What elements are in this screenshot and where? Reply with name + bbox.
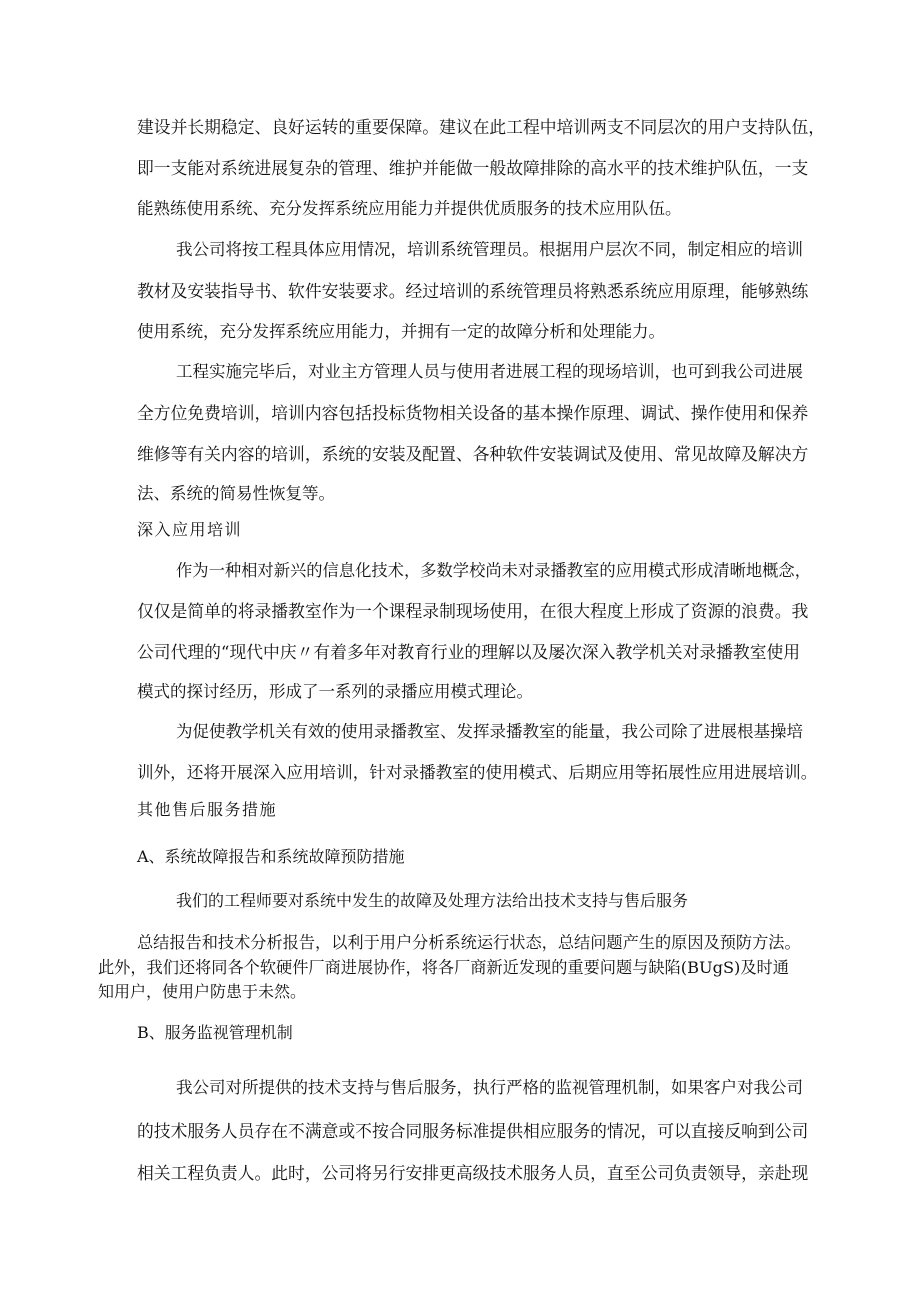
- text-line: 即一支能对系统进展复杂的管理、维护并能做一般故障排除的高水平的技术维护队伍，一支: [137, 158, 809, 178]
- subsection-heading-a: A、系统故障报告和系统故障预防措施: [137, 847, 405, 866]
- text-line: 使用系统，充分发挥系统应用能力，并拥有一定的故障分析和处理能力。: [137, 322, 665, 341]
- text-line: 此外，我们还将同各个软硬件厂商进展协作，将各厂商新近发现的重要问题与缺陷(BUgS)及时通: [98, 958, 789, 977]
- text-line: 全方位免费培训，培训内容包括投标货物相关设备的基本操作原理、调试、操作使用和保养: [137, 403, 809, 423]
- text-line: 维修等有关内容的培训，系统的安装及配置、各种软件安装调试及使用、常见故障及解决方: [137, 444, 809, 464]
- text-line: 总结报告和技术分析报告，以利于用户分析系统运行状态，总结问题产生的原因及预防方法。: [137, 933, 801, 952]
- text-line: 工程实施完毕后，对业主方管理人员与使用者进展工程的现场培训，也可到我公司进展: [176, 362, 803, 381]
- text-line: 我们的工程师要对系统中发生的故障及处理方法给出技术支持与售后服务: [176, 891, 689, 910]
- text-line: 我公司对所提供的技术支持与售后服务，执行严格的监视管理机制，如果客户对我公司: [176, 1078, 803, 1097]
- section-heading: 深入应用培训: [137, 520, 243, 539]
- text-line: 的技术服务人员存在不满意或不按合同服务标准提供相应服务的情况，可以直接反响到公司: [137, 1121, 809, 1141]
- text-line: 建设并长期稳定、良好运转的重要保障。建议在此工程中培训两支不同层次的用户支持队伍，: [137, 117, 826, 137]
- subsection-heading-b: B、服务监视管理机制: [137, 1023, 293, 1042]
- text-line: 能熟练使用系统、充分发挥系统应用能力并提供优质服务的技术应用队伍。: [137, 199, 682, 218]
- text-line: 我公司将按工程具体应用情况，培训系统管理员。根据用户层次不同，制定相应的培训: [176, 240, 803, 259]
- text-line: 训外，还将开展深入应用培训，针对录播教室的使用模式、后期应用等拓展性应用进展培训。: [137, 763, 818, 782]
- text-line: 知用户，使用户防患于未然。: [98, 982, 307, 1001]
- text-line: 教材及安装指导书、软件安装要求。经过培训的系统管理员将熟悉系统应用原理，能够熟练: [137, 281, 809, 301]
- section-heading: 其他售后服务措施: [137, 800, 278, 819]
- text-line: 模式的探讨经历，形成了一系列的录播应用模式理论。: [137, 682, 533, 701]
- text-line: 公司代理的“现代中庆〃有着多年对教育行业的理解以及屡次深入教学机关对录播教室使用: [137, 642, 801, 662]
- text-line: 相关工程负责人。此时，公司将另行安排更高级技术服务人员，直至公司负责领导，亲赴现: [137, 1163, 809, 1183]
- text-line: 法、系统的简易性恢复等。: [137, 484, 335, 503]
- text-line: 作为一种相对新兴的信息化技术，多数学校尚未对录播教室的应用模式形成清晰地概念，: [176, 561, 811, 580]
- text-line: 为促使教学机关有效的使用录播教室、发挥录播教室的能量，我公司除了进展根基操培: [176, 722, 803, 741]
- text-line: 仅仅是简单的将录播教室作为一个课程录制现场使用，在很大程度上形成了资源的浪费。我: [137, 601, 809, 621]
